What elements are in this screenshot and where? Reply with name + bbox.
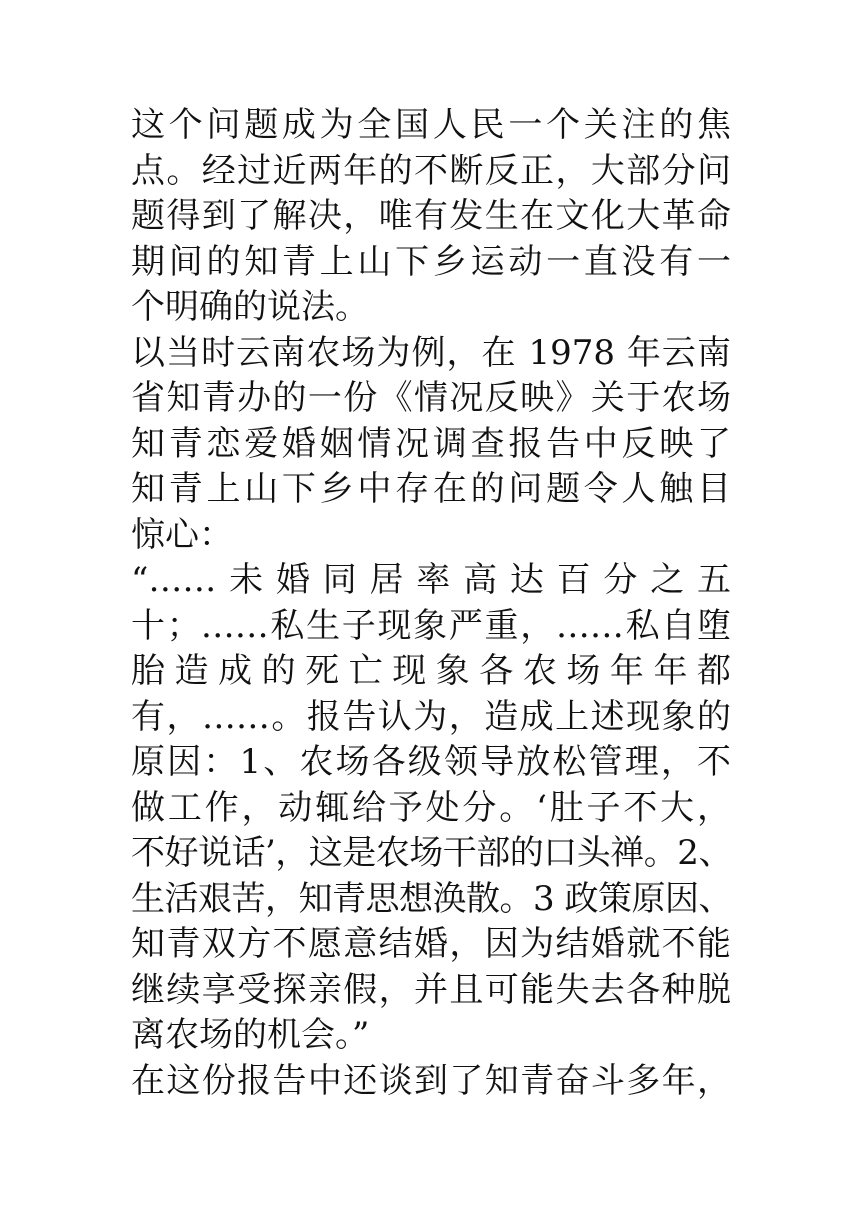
text-line: 个明确的说法。 [131, 287, 369, 327]
text-line: 不好说话’，这是农场干部的口头禅。2、 [131, 833, 732, 873]
text-line: 题得到了解决，唯有发生在文化大革命 [131, 196, 731, 236]
text-line: 离农场的机会。” [131, 1015, 370, 1055]
text-line: 知青双方不愿意结婚，因为结婚就不能 [131, 924, 731, 964]
text-line: “……未婚同居率高达百分之五 [131, 560, 731, 600]
text-line: 生活艰苦，知青思想涣散。3 政策原因、 [131, 878, 732, 919]
text-line: 十；……私生子现象严重，……私自堕 [131, 605, 731, 646]
text-line: 期间的知青上山下乡运动一直没有一 [131, 241, 731, 282]
text-line: 这个问题成为全国人民一个关注的焦 [131, 105, 731, 145]
text-line: 在这份报告中还谈到了知青奋斗多年， [131, 1060, 731, 1101]
text-line: 省知青办的一份《情况反映》关于农场 [131, 378, 731, 418]
text-line: 以当时云南农场为例，在 1978 年云南 [131, 332, 731, 373]
text-line: 有，……。报告认为，造成上述现象的 [131, 696, 731, 737]
body-text [131, 103, 731, 1104]
text-line: 点。经过近两年的不断反正，大部分问 [131, 150, 731, 191]
text-line: 做工作，动辄给予处分。‘肚子不大， [131, 787, 731, 828]
text-line: 知青恋爱婚姻情况调查报告中反映了 [131, 423, 731, 464]
text-line: 原因：1、农场各级领导放松管理，不 [131, 742, 731, 782]
text-line: 继续享受探亲假，并且可能失去各种脱 [131, 969, 731, 1010]
text-line: 惊心： [131, 514, 233, 555]
text-line: 知青上山下乡中存在的问题令人触目 [131, 469, 731, 509]
text-line: 胎造成的死亡现象各农场年年都 [131, 651, 731, 691]
